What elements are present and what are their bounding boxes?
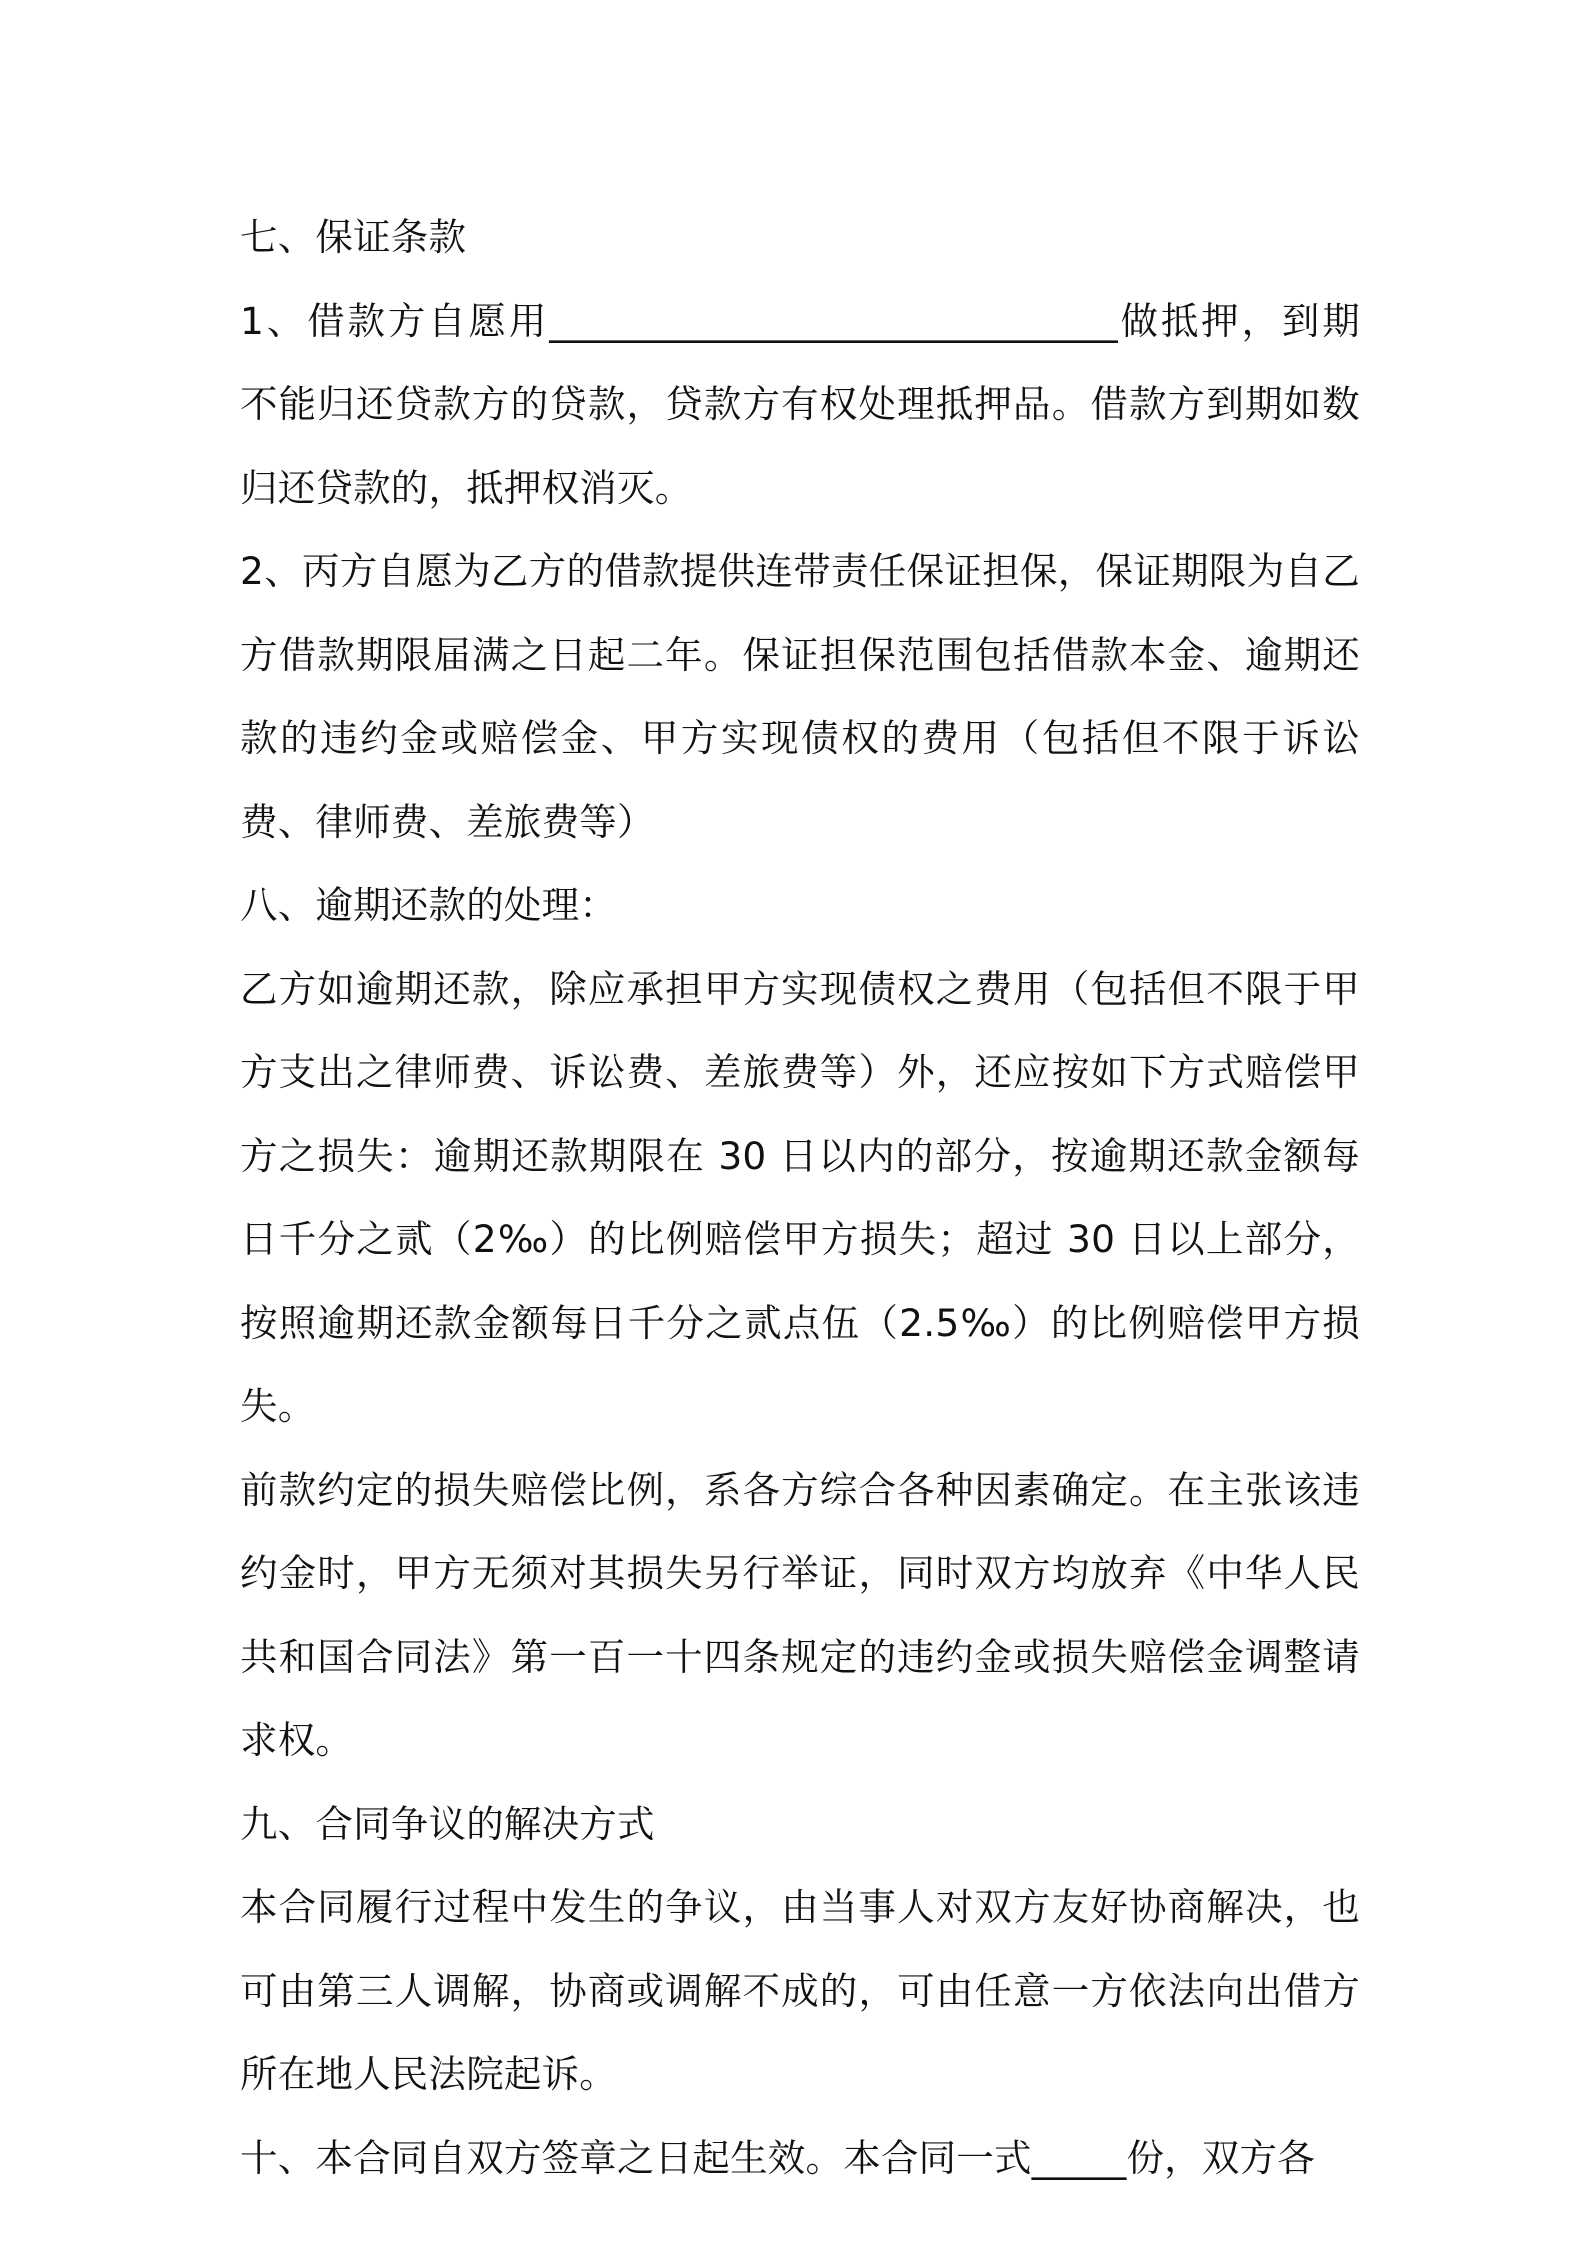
clause-1-mortgage: 1、借款方自愿用______________________________做抵押，到期不能归还贷款方的贷款，贷款方有权处理抵押品。借款方到期如数归还贷款的，抵押权消灭。 bbox=[240, 298, 1360, 510]
section-heading-dispute: 九、合同争议的解决方式 bbox=[240, 1801, 655, 1846]
document-body bbox=[240, 196, 1360, 2200]
section-heading-overdue: 八、逾期还款的处理： bbox=[240, 883, 617, 927]
clause-2-joint-guarantee: 2、丙方自愿为乙方的借款提供连带责任保证担保，保证期限为自乙方借款期限届满之日起二年。保证担保范围包括借款本金、逾期还款的违约金或赔偿金、甲方实现债权的费用（包括但不限于诉讼费、律师费、差旅费等） bbox=[240, 549, 1360, 844]
section-heading-guarantee: 七、保证条款 bbox=[240, 215, 467, 259]
section-heading-effectiveness: 十、本合同自双方签章之日起生效。本合同一式_____份，双方各 bbox=[240, 2135, 1315, 2180]
paragraph-dispute-resolution: 本合同履行过程中发生的争议，由当事人对双方友好协商解决，也可由第三人调解，协商或调解不成的，可由任意一方依法向出借方所在地人民法院起诉。 bbox=[240, 1885, 1360, 2096]
paragraph-compensation-ratio: 前款约定的损失赔偿比例，系各方综合各种因素确定。在主张该违约金时，甲方无须对其损失另行举证，同时双方均放弃《中华人民共和国合同法》第一百一十四条规定的违约金或损失赔偿金调整请求权。 bbox=[240, 1467, 1360, 1762]
paragraph-overdue-penalty: 乙方如逾期还款，除应承担甲方实现债权之费用（包括但不限于甲方支出之律师费、诉讼费、差旅费等）外，还应按如下方式赔偿甲方之损失：逾期还款期限在 30 日以内的部分，按逾期还款金额每日千分之贰（2‰）的比例赔偿甲方损失；超过 30 日以上部分，按照逾期还款金额每日千分之贰点伍（2.5‰）的比例赔偿甲方损失。 bbox=[240, 966, 1360, 1428]
